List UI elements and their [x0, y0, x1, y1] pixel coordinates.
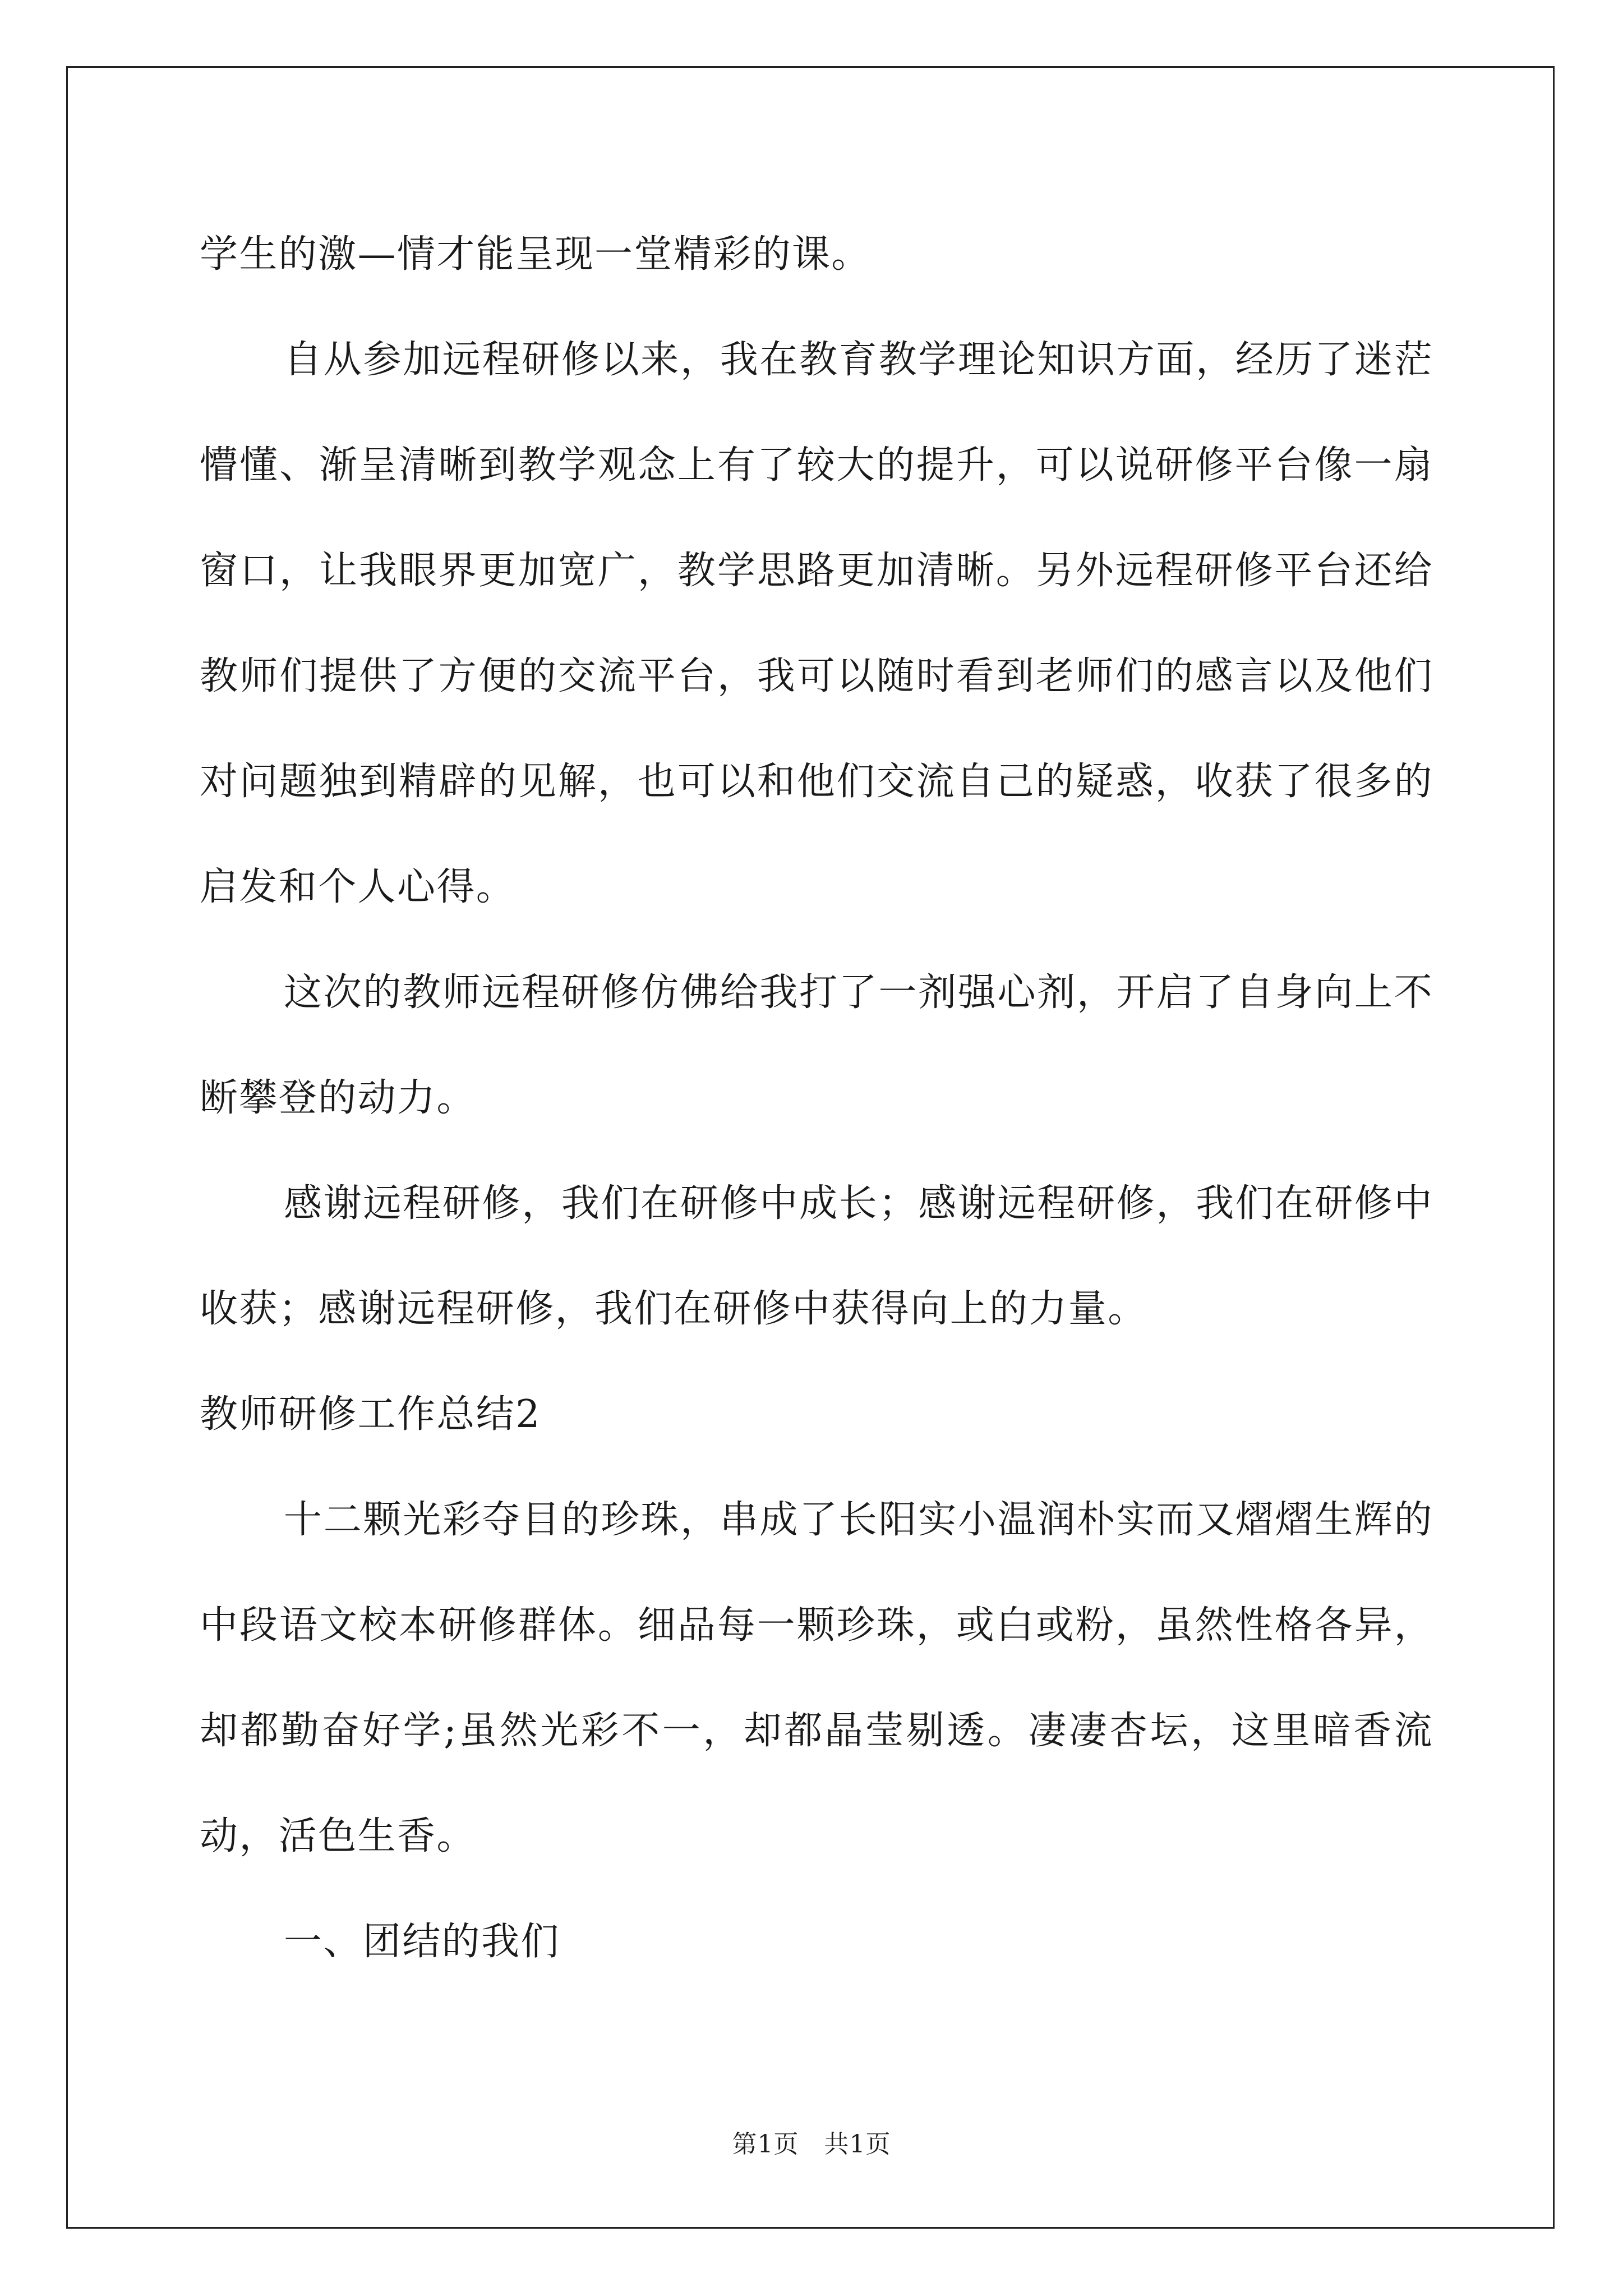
paragraph-continuation: 学生的激—情才能呈现一堂精彩的课。: [200, 232, 871, 277]
paragraph-thanks: 感谢远程研修，我们在研修中成长；感谢远程研修，我们在研修中收获；感谢远程研修，我们在研修中获得向上的力量。: [200, 1181, 1433, 1331]
subheading-united-us: 一、团结的我们: [284, 1920, 560, 1964]
section-heading: 教师研修工作总结2: [200, 1392, 541, 1437]
page-footer: 第1页 共1页: [732, 2130, 891, 2159]
paragraph-motivation: 这次的教师远程研修仿佛给我打了一剂强心剂，开启了自身向上不断攀登的动力。: [200, 970, 1433, 1120]
paragraph-twelve-pearls: 十二颗光彩夺目的珍珠，串成了长阳实小温润朴实而又熠熠生辉的中段语文校本研修群体。细品每一颗珍珠，或白或粉，虽然性格各异，却都勤奋好学;虽然光彩不一，却都晶莹剔透。凄凄杏坛，这里暗香流动，活色生香。: [200, 1498, 1433, 1858]
paragraph-remote-training-experience: 自从参加远程研修以来，我在教育教学理论知识方面，经历了迷茫懵懂、渐呈清晰到教学观念上有了较大的提升，可以说研修平台像一扇窗口，让我眼界更加宽广，教学思路更加清晰。另外远程研修平台还给教师们提供了方便的交流平台，我可以随时看到老师们的感言以及他们对问题独到精辟的见解，也可以和他们交流自己的疑惑，收获了很多的启发和个人心得。: [200, 338, 1433, 909]
document-body: [200, 202, 1433, 1995]
